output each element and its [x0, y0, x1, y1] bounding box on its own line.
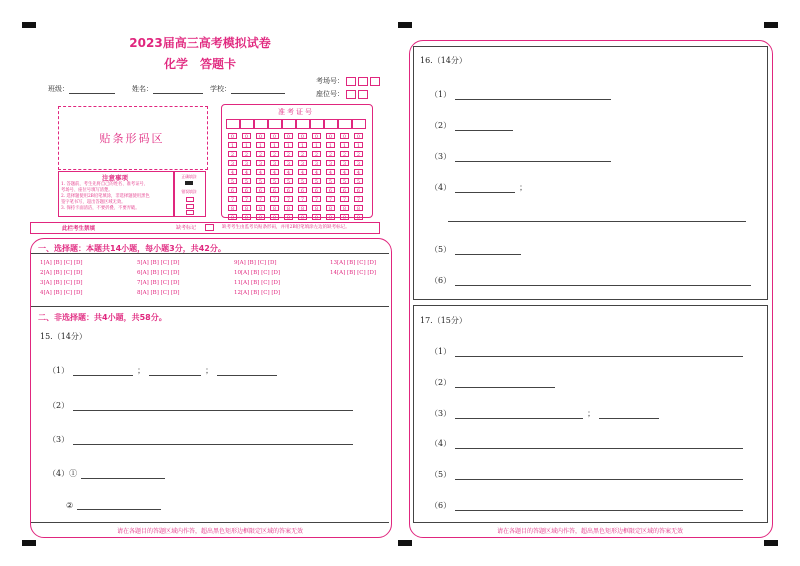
mc-question-13[interactable] — [330, 260, 376, 266]
answer-line[interactable] — [149, 367, 201, 376]
answer-line[interactable] — [77, 501, 161, 510]
mc-options[interactable]: [A] [B] [C] [D] — [241, 280, 281, 286]
separator: ； — [137, 366, 146, 375]
digit-bubble[interactable]: 5 — [312, 178, 321, 184]
digit-bubble[interactable]: 6 — [256, 187, 265, 193]
digit-bubble[interactable]: 6 — [340, 187, 349, 193]
digit-bubble[interactable]: 6 — [242, 187, 251, 193]
answer-line[interactable] — [455, 246, 521, 255]
answer-line[interactable] — [73, 367, 133, 376]
filled-mark-sample — [185, 181, 193, 185]
mc-question-6[interactable] — [137, 270, 180, 276]
digit-bubble[interactable]: 0 — [340, 133, 349, 139]
class-label: 班级： — [48, 85, 69, 93]
item-label: （4）① — [48, 469, 78, 478]
notice-title: 注意事项 — [102, 174, 128, 182]
room-field[interactable] — [316, 76, 380, 86]
digit-bubble[interactable]: 7 — [340, 196, 349, 202]
left-footer-note: 请在各题目的答题区域内作答，超出黑色矩形边框限定区域的答案无效 — [116, 528, 303, 535]
left-bottom-rule — [31, 522, 389, 523]
exam-id-write-box[interactable] — [240, 119, 254, 129]
exam-id-write-box[interactable] — [282, 119, 296, 129]
q16-title: 16.（14分） — [420, 56, 467, 65]
digit-bubble[interactable]: 4 — [284, 169, 293, 175]
digit-bubble[interactable]: 7 — [298, 196, 307, 202]
absent-note: 缺考考生由监考员贴条形码，并用2B铅笔填涂左边的缺考标记。 — [222, 225, 350, 230]
item-label: （1） — [430, 90, 452, 99]
section1-heading: 一、选择题：本题共14小题，每小题3分，共42分。 — [38, 244, 226, 253]
digit-bubble[interactable]: 7 — [312, 196, 321, 202]
digit-bubble[interactable]: 2 — [242, 151, 251, 157]
digit-bubble[interactable]: 5 — [256, 178, 265, 184]
item-label: （2） — [430, 121, 452, 130]
separator: ； — [587, 409, 596, 418]
digit-bubble[interactable]: 2 — [270, 151, 279, 157]
q17-item-2[interactable] — [430, 377, 555, 388]
digit-bubble[interactable]: 8 — [354, 205, 363, 211]
digit-bubble[interactable]: 2 — [256, 151, 265, 157]
mc-number: 6 — [137, 270, 141, 276]
digit-bubble[interactable]: 9 — [326, 214, 335, 220]
mc-number: 2 — [40, 270, 44, 276]
answer-line[interactable] — [455, 502, 743, 511]
q15-item-4a[interactable] — [48, 468, 165, 479]
q16-item-4-extra-line[interactable] — [448, 213, 746, 222]
q17-item-1[interactable] — [430, 346, 743, 357]
notice-line: 考场号、座位号填写清楚。 — [61, 188, 113, 193]
digit-bubble[interactable]: 5 — [340, 178, 349, 184]
seat-label: 座位号： — [316, 90, 344, 98]
mc-options[interactable]: [A] [B] [C] [D] — [241, 270, 281, 276]
mc-question-11[interactable] — [234, 280, 280, 286]
digit-bubble[interactable]: 3 — [284, 160, 293, 166]
q16-item-2[interactable] — [430, 120, 513, 131]
registration-mark — [22, 22, 36, 28]
q17-title: 17.（15分） — [420, 316, 467, 325]
mc-question-3[interactable] — [40, 280, 83, 286]
digit-bubble[interactable]: 6 — [298, 187, 307, 193]
school-field[interactable] — [210, 84, 285, 94]
mc-options[interactable]: [A] [B] [C] [D] — [140, 260, 180, 266]
digit-bubble[interactable]: 5 — [284, 178, 293, 184]
wrong-example-label: 错误填涂 — [181, 189, 197, 194]
digit-bubble[interactable]: 0 — [354, 133, 363, 139]
q17-item-3[interactable] — [430, 408, 659, 419]
registration-mark — [764, 22, 778, 28]
digit-bubble[interactable]: 9 — [340, 214, 349, 220]
registration-mark — [398, 540, 412, 546]
digit-bubble[interactable]: 9 — [284, 214, 293, 220]
answer-line[interactable] — [599, 410, 659, 419]
mc-number: 10 — [234, 270, 241, 276]
mc-number: 12 — [234, 290, 241, 296]
name-label: 姓名： — [132, 85, 153, 93]
absent-label: 此栏考生禁填 — [62, 226, 96, 232]
registration-mark — [764, 540, 778, 546]
q15-item-1[interactable] — [48, 365, 277, 376]
exam-id-write-box[interactable] — [226, 119, 240, 129]
digit-bubble[interactable]: 9 — [256, 214, 265, 220]
answer-line[interactable] — [455, 410, 583, 419]
digit-bubble[interactable]: 0 — [228, 133, 237, 139]
mc-number: 5 — [137, 260, 141, 266]
mc-number: 8 — [137, 290, 141, 296]
absent-checkbox[interactable] — [205, 224, 214, 231]
digit-bubble[interactable]: 4 — [354, 169, 363, 175]
digit-bubble[interactable]: 1 — [326, 142, 335, 148]
digit-bubble[interactable]: 5 — [298, 178, 307, 184]
registration-mark — [22, 540, 36, 546]
mc-question-12[interactable] — [234, 290, 280, 296]
digit-bubble[interactable]: 8 — [284, 205, 293, 211]
item-label: （3） — [430, 409, 452, 418]
digit-bubble[interactable]: 4 — [326, 169, 335, 175]
digit-bubble[interactable]: 7 — [256, 196, 265, 202]
digit-bubble[interactable]: 3 — [312, 160, 321, 166]
digit-bubble[interactable]: 2 — [326, 151, 335, 157]
exam-id-digit-column — [242, 133, 251, 223]
digit-bubble[interactable]: 2 — [340, 151, 349, 157]
wrong-mark-sample — [186, 204, 194, 209]
digit-bubble[interactable]: 3 — [298, 160, 307, 166]
notice-line: 1. 答题前，考生先将自己的姓名、准考证号、 — [61, 182, 149, 187]
digit-bubble[interactable]: 1 — [256, 142, 265, 148]
exam-id-digit-column — [326, 133, 335, 223]
digit-bubble[interactable]: 5 — [228, 178, 237, 184]
mc-number: 1 — [40, 260, 44, 266]
digit-bubble[interactable]: 2 — [228, 151, 237, 157]
digit-bubble[interactable]: 0 — [256, 133, 265, 139]
wrong-mark-sample — [186, 197, 194, 202]
digit-bubble[interactable]: 7 — [242, 196, 251, 202]
digit-bubble[interactable]: 2 — [354, 151, 363, 157]
digit-bubble[interactable]: 8 — [270, 205, 279, 211]
digit-bubble[interactable]: 8 — [298, 205, 307, 211]
q16-item-1[interactable] — [430, 89, 611, 100]
digit-bubble[interactable]: 9 — [354, 214, 363, 220]
mc-options[interactable]: [A] [B] [C] [D] — [140, 280, 180, 286]
class-field[interactable] — [48, 84, 115, 94]
mc-question-2[interactable] — [40, 270, 83, 276]
digit-bubble[interactable]: 0 — [298, 133, 307, 139]
q17-item-5[interactable] — [430, 469, 743, 480]
digit-bubble[interactable]: 3 — [256, 160, 265, 166]
digit-bubble[interactable]: 1 — [270, 142, 279, 148]
separator: ； — [205, 366, 214, 375]
school-label: 学校： — [210, 85, 231, 93]
digit-bubble[interactable]: 4 — [270, 169, 279, 175]
subject-title: 化学 答题卡 — [163, 57, 236, 71]
q16-item-5[interactable] — [430, 244, 521, 255]
notice-line: 3. 保持卡面清洁，不要折叠、不要弄破。 — [61, 206, 140, 211]
digit-bubble[interactable]: 4 — [340, 169, 349, 175]
registration-mark — [398, 22, 412, 28]
mc-options[interactable]: [A] [B] [C] [D] — [43, 270, 83, 276]
mc-question-1[interactable] — [40, 260, 83, 266]
digit-bubble[interactable]: 3 — [242, 160, 251, 166]
barcode-label: 贴条形码区 — [99, 132, 165, 145]
digit-bubble[interactable]: 4 — [242, 169, 251, 175]
exam-id-label: 准考证号 — [278, 108, 314, 116]
item-label: （6） — [430, 501, 452, 510]
separator: ； — [519, 183, 528, 192]
exam-id-digit-column — [340, 133, 349, 223]
q16-item-4[interactable] — [430, 182, 527, 193]
answer-line[interactable] — [455, 277, 751, 286]
answer-line[interactable] — [73, 436, 353, 445]
absent-mark-label: 缺考标记 — [176, 225, 197, 231]
q16-item-6[interactable] — [430, 275, 751, 286]
mc-number: 3 — [40, 280, 44, 286]
digit-bubble[interactable]: 3 — [326, 160, 335, 166]
digit-bubble[interactable]: 9 — [298, 214, 307, 220]
mc-number: 14 — [330, 270, 337, 276]
exam-title: 2023届高三高考模拟试卷 — [129, 36, 271, 50]
digit-bubble[interactable]: 6 — [326, 187, 335, 193]
digit-bubble[interactable]: 2 — [284, 151, 293, 157]
item-label: （3） — [430, 152, 452, 161]
q17-item-4[interactable] — [430, 438, 743, 449]
exam-id-write-box[interactable] — [352, 119, 366, 129]
digit-bubble[interactable]: 7 — [228, 196, 237, 202]
digit-bubble[interactable]: 1 — [242, 142, 251, 148]
digit-bubble[interactable]: 1 — [312, 142, 321, 148]
answer-line[interactable] — [81, 470, 165, 479]
digit-bubble[interactable]: 5 — [354, 178, 363, 184]
digit-bubble[interactable]: 0 — [284, 133, 293, 139]
digit-bubble[interactable]: 6 — [284, 187, 293, 193]
item-label: （2） — [430, 378, 452, 387]
digit-bubble[interactable]: 5 — [242, 178, 251, 184]
fill-example-label: 正确填涂 — [181, 174, 197, 179]
digit-bubble[interactable]: 0 — [270, 133, 279, 139]
digit-bubble[interactable]: 8 — [242, 205, 251, 211]
digit-bubble[interactable]: 6 — [354, 187, 363, 193]
digit-bubble[interactable]: 7 — [270, 196, 279, 202]
digit-bubble[interactable]: 1 — [228, 142, 237, 148]
q16-item-3[interactable] — [430, 151, 611, 162]
mc-options[interactable]: [A] [B] [C] [D] — [337, 260, 377, 266]
mc-number: 13 — [330, 260, 337, 266]
answer-line[interactable] — [73, 402, 353, 411]
digit-bubble[interactable]: 6 — [228, 187, 237, 193]
item-label: （2） — [48, 401, 70, 410]
digit-bubble[interactable]: 7 — [354, 196, 363, 202]
exam-id-write-box[interactable] — [296, 119, 310, 129]
room-label: 考场号： — [316, 77, 344, 85]
digit-bubble[interactable]: 1 — [298, 142, 307, 148]
exam-id-write-box[interactable] — [324, 119, 338, 129]
exam-id-digit-column — [270, 133, 279, 223]
item-label: （5） — [430, 470, 452, 479]
mc-options[interactable]: [A] [B] [C] [D] — [43, 280, 83, 286]
exam-id-digit-column — [228, 133, 237, 223]
digit-bubble[interactable]: 2 — [312, 151, 321, 157]
mc-options[interactable]: [A] [B] [C] [D] — [43, 290, 83, 296]
mc-question-10[interactable] — [234, 270, 280, 276]
digit-bubble[interactable]: 0 — [326, 133, 335, 139]
digit-bubble[interactable]: 6 — [312, 187, 321, 193]
mc-options[interactable]: [A] [B] [C] [D] — [237, 260, 277, 266]
digit-bubble[interactable]: 3 — [354, 160, 363, 166]
exam-id-digit-column — [298, 133, 307, 223]
answer-line[interactable] — [455, 91, 611, 100]
notice-line: 签字笔书写，超出答题区域无效。 — [61, 200, 126, 205]
q16-box — [413, 46, 768, 300]
digit-bubble[interactable]: 4 — [228, 169, 237, 175]
mc-options[interactable]: [A] [B] [C] [D] — [337, 270, 377, 276]
mc-options[interactable]: [A] [B] [C] [D] — [241, 290, 281, 296]
mc-number: 4 — [40, 290, 44, 296]
answer-line[interactable] — [455, 153, 611, 162]
digit-bubble[interactable]: 3 — [340, 160, 349, 166]
mc-question-8[interactable] — [137, 290, 180, 296]
item-label: （1） — [48, 366, 70, 375]
answer-line[interactable] — [217, 367, 277, 376]
item-label: ② — [66, 501, 74, 510]
exam-id-write-box[interactable] — [310, 119, 324, 129]
digit-bubble[interactable]: 8 — [228, 205, 237, 211]
seat-field[interactable] — [316, 89, 368, 99]
digit-bubble[interactable]: 8 — [312, 205, 321, 211]
item-label: （4） — [430, 183, 452, 192]
answer-line[interactable] — [455, 440, 743, 449]
digit-bubble[interactable]: 8 — [256, 205, 265, 211]
mc-question-7[interactable] — [137, 280, 180, 286]
digit-bubble[interactable]: 4 — [256, 169, 265, 175]
mc-question-4[interactable] — [40, 290, 83, 296]
digit-bubble[interactable]: 0 — [312, 133, 321, 139]
digit-bubble[interactable]: 9 — [312, 214, 321, 220]
mc-question-9[interactable] — [234, 260, 277, 266]
q15-item-3[interactable] — [48, 434, 353, 445]
mc-options[interactable]: [A] [B] [C] [D] — [43, 260, 83, 266]
digit-bubble[interactable]: 8 — [326, 205, 335, 211]
exam-id-digit-column — [312, 133, 321, 223]
digit-bubble[interactable]: 5 — [326, 178, 335, 184]
answer-line[interactable] — [455, 471, 743, 480]
mc-number: 7 — [137, 280, 141, 286]
mc-question-14[interactable] — [330, 270, 376, 276]
item-label: （1） — [430, 347, 452, 356]
mc-number: 9 — [234, 260, 238, 266]
digit-bubble[interactable]: 9 — [270, 214, 279, 220]
section2-heading: 二、非选择题：共4小题，共58分。 — [38, 313, 167, 322]
exam-id-write-box[interactable] — [338, 119, 352, 129]
exam-id-digit-column — [354, 133, 363, 223]
wrong-mark-sample — [186, 210, 194, 215]
digit-bubble[interactable]: 7 — [284, 196, 293, 202]
digit-bubble[interactable]: 6 — [270, 187, 279, 193]
answer-line[interactable] — [455, 379, 555, 388]
notice-line: 2. 选择题使用2B铅笔填涂，非选择题使用黑色 — [61, 194, 150, 199]
digit-bubble[interactable]: 1 — [340, 142, 349, 148]
q15-title: 15.（14分） — [40, 332, 87, 341]
q17-item-6[interactable] — [430, 500, 743, 511]
digit-bubble[interactable]: 0 — [242, 133, 251, 139]
digit-bubble[interactable]: 4 — [298, 169, 307, 175]
right-footer-note: 请在各题目的答题区域内作答，超出黑色矩形边框限定区域的答案无效 — [496, 528, 683, 535]
mc-number: 11 — [234, 280, 241, 286]
digit-bubble[interactable]: 1 — [354, 142, 363, 148]
digit-bubble[interactable]: 1 — [284, 142, 293, 148]
q15-item-4b[interactable] — [66, 501, 161, 510]
exam-id-digit-column — [284, 133, 293, 223]
exam-id-write-box[interactable] — [268, 119, 282, 129]
name-field[interactable] — [132, 84, 203, 94]
digit-bubble[interactable]: 7 — [326, 196, 335, 202]
answer-line[interactable] — [455, 184, 515, 193]
digit-bubble[interactable]: 3 — [228, 160, 237, 166]
digit-bubble[interactable]: 4 — [312, 169, 321, 175]
item-label: （6） — [430, 276, 452, 285]
q15-item-2[interactable] — [48, 400, 353, 411]
digit-bubble[interactable]: 9 — [228, 214, 237, 220]
exam-id-write-box[interactable] — [254, 119, 268, 129]
digit-bubble[interactable]: 9 — [242, 214, 251, 220]
answer-line[interactable] — [455, 348, 743, 357]
digit-bubble[interactable]: 3 — [270, 160, 279, 166]
digit-bubble[interactable]: 2 — [298, 151, 307, 157]
mc-options[interactable]: [A] [B] [C] [D] — [140, 290, 180, 296]
digit-bubble[interactable]: 5 — [270, 178, 279, 184]
exam-id-digit-column — [256, 133, 265, 223]
notice-text — [61, 182, 150, 212]
mc-question-5[interactable] — [137, 260, 180, 266]
answer-line[interactable] — [455, 122, 513, 131]
item-label: （5） — [430, 245, 452, 254]
item-label: （4） — [430, 439, 452, 448]
item-label: （3） — [48, 435, 70, 444]
mc-options[interactable]: [A] [B] [C] [D] — [140, 270, 180, 276]
digit-bubble[interactable]: 8 — [340, 205, 349, 211]
